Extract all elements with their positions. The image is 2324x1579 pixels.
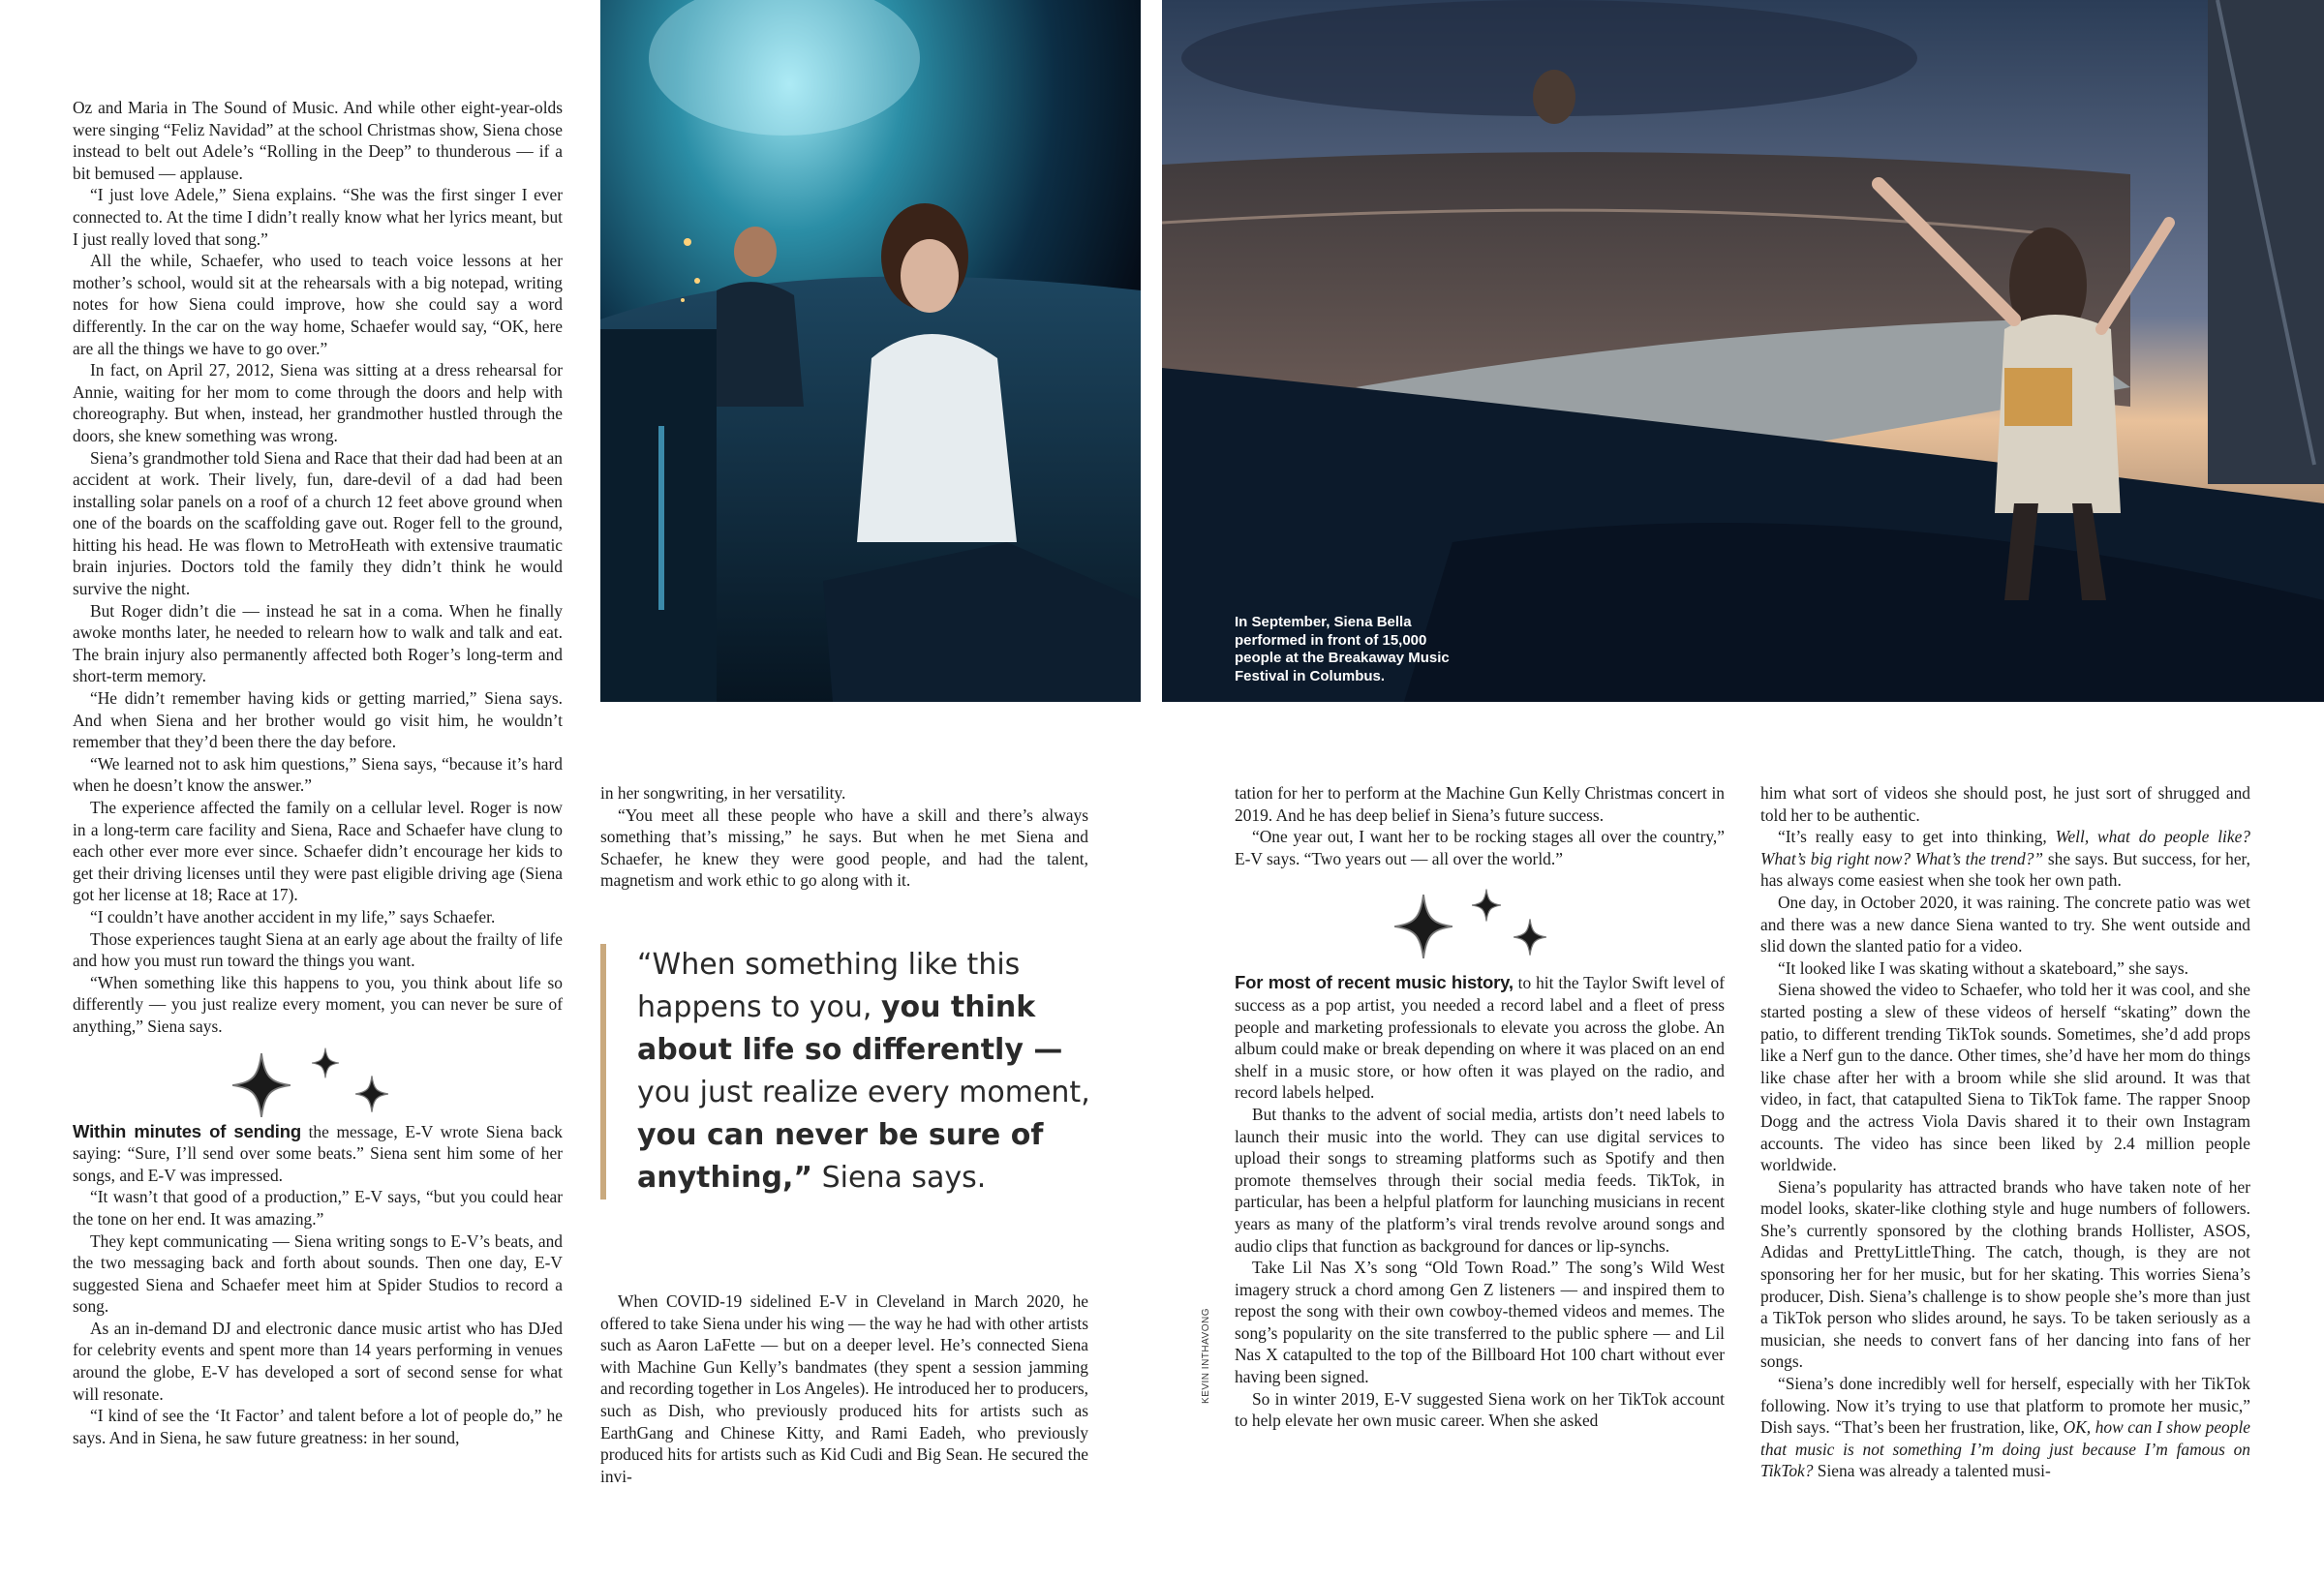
paragraph: “It’s really easy to get into thinking, Well, what do people like? What’s big right now? What’s the trend?” she says. But success, for her, has always come easiest when she took her own path. (1760, 827, 2250, 891)
article-column-2-lower (600, 1291, 1088, 1487)
paragraph: “He didn’t remember having kids or getting married,” Siena says. And when Siena and her brother would go visit him, he wouldn’t remember that they’d been there the day before. (73, 688, 563, 752)
paragraph: For most of recent music history, to hit the Taylor Swift level of success as a pop artist, you needed a record label and a fleet of press people and marketing professionals to elevate you across the globe. An album could make or break depending on where it was placed on an end shelf in a music store, or how often it was played on the radio, and record labels helped. (1235, 972, 1725, 1103)
article-column-3 (1235, 782, 1725, 1432)
paragraph: “It wasn’t that good of a production,” E-V says, “but you could hear the tone on her end. It was amazing.” (73, 1187, 563, 1229)
paragraph: All the while, Schaefer, who used to teach voice lessons at her mother’s school, would sit at the rehearsals with a big notepad, writing notes for how Siena could improve, how she could say a word differently. In the car on the way home, Schaefer would say, “OK, here are all the things we have to go over.” (73, 251, 563, 358)
paragraph: “One year out, I want her to be rocking stages all over the country,” E-V says. “Two years out — all over the world.” (1235, 827, 1725, 868)
lead-in: Within minutes of sending (73, 1120, 301, 1141)
paragraph: tation for her to perform at the Machine Gun Kelly Christmas concert in 2019. And he has deep belief in Siena’s future success. (1235, 783, 1725, 825)
sparkle-divider-icon (1235, 869, 1725, 972)
paragraph: “When something like this happens to you, you think about life so differently — you just realize every moment, you can never be sure of anything,” Siena says. (73, 972, 563, 1036)
paragraph: Within minutes of sending the message, E-V wrote Siena back saying: “Sure, I’ll send over some beats.” Siena sent him some of her songs, and E-V was impressed. (73, 1120, 563, 1185)
paragraph: In fact, on April 27, 2012, Siena was sitting at a dress rehearsal for Annie, waiting for her mom to come through the doors and help with choreography. But when, instead, her grandmother hustled through the doors, she knew something was wrong. (73, 360, 563, 445)
paragraph: So in winter 2019, E-V suggested Siena work on her TikTok account to help elevate her own music career. When she asked (1235, 1388, 1725, 1431)
paragraph: him what sort of videos she should post, he just sort of shrugged and told her to be authentic. (1760, 783, 2250, 825)
photo-credit: KEVIN INTHAVONG (1201, 1308, 1211, 1404)
paragraph: Siena’s popularity has attracted brands who have taken note of her model looks, skater-like clothing style and huge numbers of followers. She’s currently sponsored by the clothing brands Hollister, ASOS, Adidas and PrettyLittleThing. The catch, though, is they are not sponsoring her for her music, but for her skating. This worries Siena’s producer, Dish. Siena’s challenge is to show people she’s more than just a TikTok person who slides around, he says. To be taken seriously as a musician, she needs to convert fans of her dancing into fans of her songs. (1760, 1176, 2250, 1372)
paragraph: But Roger didn’t die — instead he sat in a coma. When he finally awoke months later, he needed to relearn how to walk and talk and eat. The brain injury also permanently affected both Roger’s long-term and short-term memory. (73, 600, 563, 686)
paragraph: The experience affected the family on a cellular level. Roger is now in a long-term care facility and Siena, Race and Schaefer have clung to each other ever more ever since. Schaefer didn’t encourage her kids to get their driving licenses until they were past eligible driving age (Siena got her license at 18; Race at 17). (73, 798, 563, 905)
paragraph: When COVID-19 sidelined E-V in Cleveland in March 2020, he offered to take Siena under his wing — the way he had with other artists such as Aaron LaFette — but on a deeper level. He’s connected Siena with Machine Gun Kelly’s bandmates (they spent a session jamming and recording together in Los Angeles). He introduced her to producers, such as Dish, who previously produced hits for artists such as EarthGang and Chinese Kitty, and Rami Eadeh, who previously produced hits for artists such as Kid Cudi and Big Sean. He secured the invi- (600, 1291, 1088, 1486)
pull-quote: “When something like this happens to you, you think about life so differently — you just realize every moment, you can never be sure of anything,” Siena says. (600, 944, 1121, 1199)
paragraph: in her songwriting, in her versatility. (600, 783, 846, 803)
photo-caption: In September, Siena Bella performed in front of 15,000 people at the Breakaway Music Festival in Columbus. (1235, 614, 1450, 684)
lead-in: For most of recent music history, (1235, 972, 1514, 993)
paragraph: Siena showed the video to Schaefer, who told her it was cool, and she started posting a slew of these videos of herself “skating” down the patio, to different trending TikTok sounds. Sometimes, she’d add props like a Nerf gun to the dance. Other times, she’d have her mom do things like chase after her with a broom while she slid around. It was that video, in fact, that catapulted Siena to TikTok fame. The rapper Snoop Dogg and the actress Viola Davis shared it to their own Instagram accounts. The video has since been liked by 2.4 million people worldwide. (1760, 980, 2250, 1175)
article-column-4 (1760, 782, 2250, 1482)
paragraph: Siena’s grandmother told Siena and Race that their dad had been at an accident at work. Their lively, fun, dare-devil of a dad had been installing solar panels on a roof of a church 12 feet above ground when one of the boards on the scaffolding gave out. Roger fell to the ground, hitting his head. He was flown to MetroHeath with extensive traumatic brain injuries. Doctors told the family they didn’t think he would survive the night. (73, 447, 563, 599)
paragraph: “I just love Adele,” Siena explains. “She was the first singer I ever connected to. At the time I didn’t really know what her lyrics meant, but I just really loved that song.” (73, 185, 563, 249)
article-column-2 (600, 782, 1088, 892)
stage-crowd-photo (1162, 0, 2324, 702)
paragraph: Those experiences taught Siena at an early age about the frailty of life and how you must run toward the things you want. (73, 928, 563, 971)
paragraph: They kept communicating — Siena writing songs to E-V’s beats, and the two messaging back and forth about sounds. Then one day, E-V suggested Siena and Schaefer meet him at Spider Studios to record a song. (73, 1230, 563, 1317)
dj-booth-photo (600, 0, 1141, 702)
paragraph: “It looked like I was skating without a skateboard,” she says. (1778, 957, 2189, 978)
paragraph: As an in-demand DJ and electronic dance music artist who has DJed for celebrity events and spent more than 14 years performing in venues around the globe, E-V has developed a sort of second sense for what will resonate. (73, 1318, 563, 1404)
paragraph: Oz and Maria in The Sound of Music. And while other eight-year-olds were singing “Feliz Navidad” at the school Christmas show, Siena chose instead to belt out Adele’s “Rolling in the Deep” to thunderous — if a bit bemused — applause. (73, 98, 563, 183)
paragraph: But thanks to the advent of social media, artists don’t need labels to launch their music into the world. They can use digital services to upload their songs to streaming platforms such as Spotify and then promote themselves through their social media feeds. TikTok, in particular, has been a helpful platform for launching musicians in recent years as many of the platform’s viral trends revolve around songs and audio clips that function as background for dances or lip-synchs. (1235, 1104, 1725, 1256)
paragraph: One day, in October 2020, it was raining. The concrete patio was wet and there was a new dance Siena wanted to try. She went outside and slid down the slanted patio for a video. (1760, 892, 2250, 957)
paragraph: “I kind of see the ‘It Factor’ and talent before a lot of people do,” he says. And in Siena, he saw future greatness: in her sound, (73, 1406, 563, 1447)
article-column-1 (73, 97, 563, 1448)
paragraph: Take Lil Nas X’s song “Old Town Road.” The song’s Wild West imagery struck a chord among Gen Z listeners — and inspired them to repost the song with their own cowboy-themed videos and memes. The song’s popularity on the site transferred to the public sphere — and Lil Nas X catapulted to the top of the Billboard Hot 100 chart without ever having been signed. (1235, 1258, 1725, 1387)
paragraph: “Siena’s done incredibly well for herself, especially with her TikTok following. Now it’s trying to use that platform to promote her music,” Dish says. “That’s been her frustration, like, OK, how can I show people that music is not something I’m doing just because I’m famous on TikTok? Siena was already a talented musi- (1760, 1374, 2250, 1481)
sparkle-divider-icon (73, 1038, 563, 1121)
paragraph: “I couldn’t have another accident in my life,” says Schaefer. (90, 906, 496, 926)
paragraph: “We learned not to ask him questions,” Siena says, “because it’s hard when he doesn’t know the answer.” (73, 753, 563, 796)
paragraph: “You meet all these people who have a skill and there’s always something that’s missing,” he says. But when he met Siena and Schaefer, he knew they were good people, and had the talent, magnetism and work ethic to go along with it. (600, 805, 1088, 891)
